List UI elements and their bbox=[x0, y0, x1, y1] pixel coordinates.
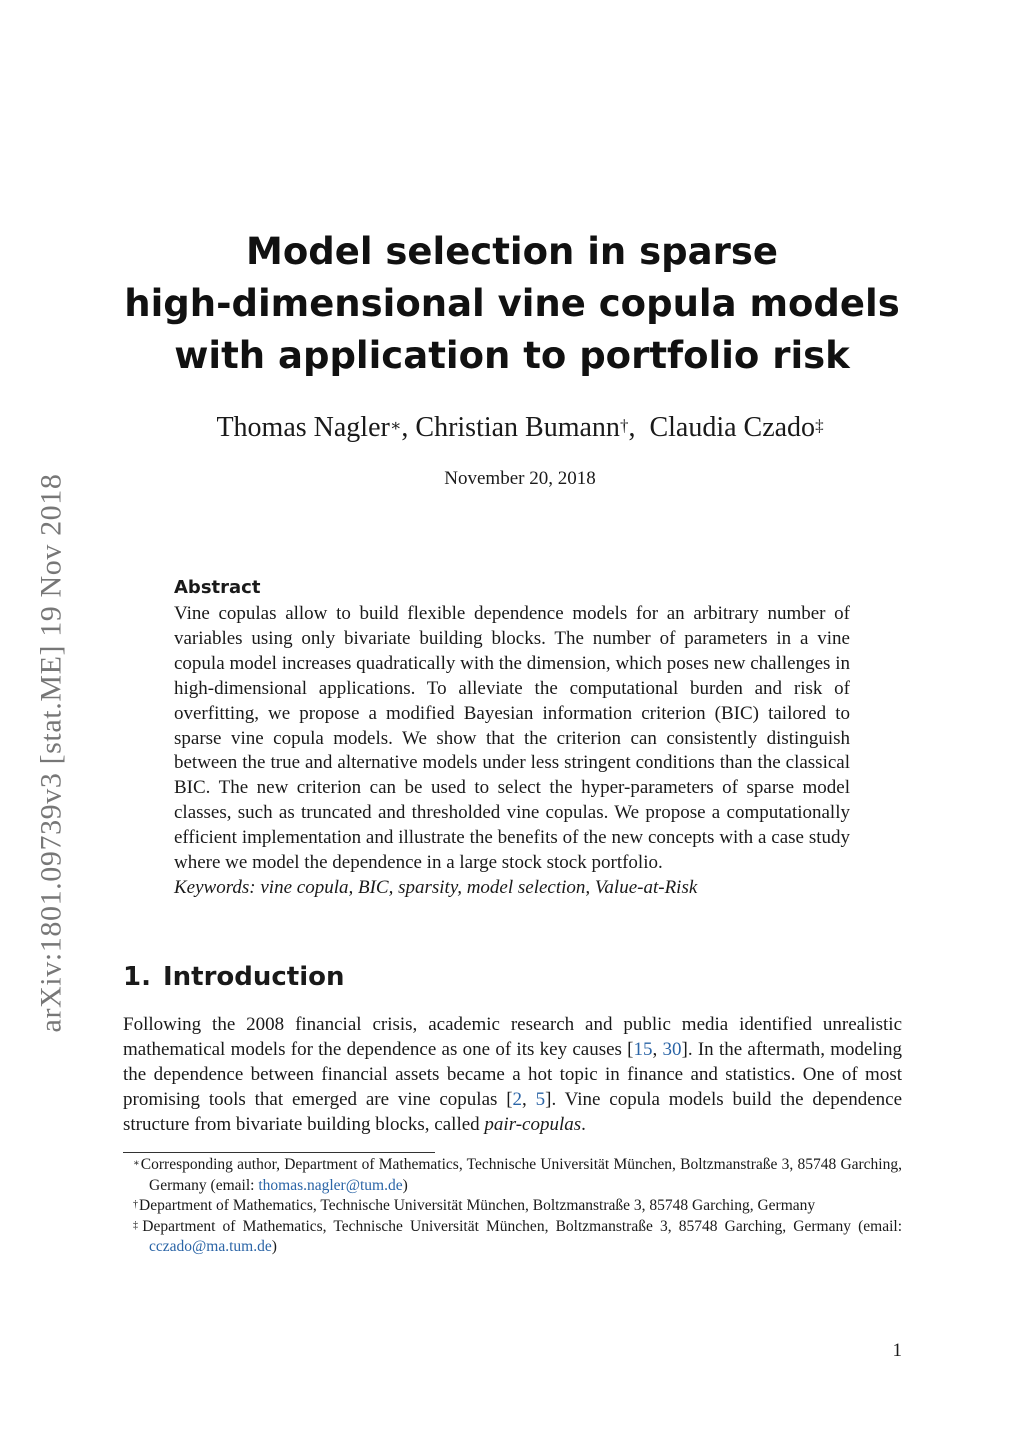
publication-date: November 20, 2018 bbox=[444, 468, 596, 489]
author-footnote-mark: ‡ bbox=[815, 416, 824, 435]
section-title: Introduction bbox=[162, 962, 345, 992]
author-name: Christian Bumann bbox=[415, 412, 620, 443]
abstract-block bbox=[174, 576, 850, 901]
author-footnote-mark: † bbox=[619, 416, 629, 435]
title-line-1: Model selection in sparse bbox=[246, 230, 778, 273]
arxiv-identifier-text: arXiv:1801.09739v3 [stat.ME] 19 Nov 2018 bbox=[34, 473, 68, 1033]
abstract-text: Vine copulas allow to build flexible dependence models for an arbitrary number of variables using only bivariate building blocks. The number of parameters in a vine copula model increases quadratically with the dimension, which poses new challenges in high-dimensional applications. To alleviate the computational burden and risk of overfitting, we propose a modified Bayesian information criterion (BIC) tailored to sparse vine copula models. We show that the criterion can consistently distinguish between the true and alternative models under less stringent conditions than the classical BIC. The new criterion can be used to select the hyper-parameters of sparse model classes, such as truncated and thresholded vine copulas. We propose a computationally efficient implementation and illustrate the benefits of the new concepts with a case study where we model the dependence in a large stock stock portfolio. bbox=[174, 603, 850, 874]
footnote-bumann-affiliation bbox=[123, 1196, 902, 1217]
title-line-2: high-dimensional vine copula models bbox=[124, 282, 900, 325]
citation-link[interactable]: 15 bbox=[633, 1038, 653, 1060]
author-separator: , bbox=[628, 412, 650, 443]
footnotes-block bbox=[123, 1155, 902, 1258]
citation-link[interactable]: 2 bbox=[512, 1088, 523, 1110]
intro-text-segment: ]. Vine copula models build the dependence structure from bivariate building blocks, called bbox=[123, 1088, 903, 1135]
citation-link[interactable]: 30 bbox=[662, 1038, 682, 1060]
footnote-mark: ∗ bbox=[133, 1158, 140, 1169]
intro-term-pair-copulas: pair-copulas bbox=[484, 1113, 582, 1135]
footnote-text: Corresponding author, Department of Mathematics, Technische Universität München, Boltzmanstraße 3, 85748 Garching, Germany (email: bbox=[140, 1156, 902, 1194]
footnote-mark: † bbox=[133, 1199, 138, 1210]
abstract-heading: Abstract bbox=[174, 577, 261, 598]
intro-text-segment: ]. In the aftermath, modeling the dependence between financial assets became a hot topic in finance and statistics. One of most promising tools that emerged are vine copulas [ bbox=[123, 1038, 902, 1110]
footnote-text-tail: ) bbox=[402, 1176, 408, 1194]
footnote-mark: ‡ bbox=[133, 1219, 142, 1231]
intro-text-segment: , bbox=[652, 1038, 663, 1060]
author-footnote-mark: ∗ bbox=[389, 416, 402, 435]
footnote-czado-affiliation bbox=[123, 1217, 902, 1258]
footnote-separator-rule bbox=[123, 1152, 435, 1153]
title-line-3: with application to portfolio risk bbox=[174, 334, 850, 377]
introduction-paragraph bbox=[123, 1013, 902, 1138]
intro-text-segment: , bbox=[522, 1088, 536, 1110]
email-link-czado[interactable]: cczado@ma.tum.de bbox=[149, 1238, 272, 1255]
footnote-text: Department of Mathematics, Technische Universität München, Boltzmanstraße 3, 85748 Garching, Germany (email: bbox=[142, 1217, 902, 1235]
author-separator: , bbox=[401, 412, 416, 443]
footnote-text: Department of Mathematics, Technische Universität München, Boltzmanstraße 3, 85748 Garching, Germany bbox=[139, 1197, 816, 1214]
footnote-corresponding-author bbox=[123, 1155, 902, 1196]
arxiv-identifier-stamp bbox=[21, 438, 81, 1068]
paper-title bbox=[120, 226, 904, 382]
email-link-nagler[interactable]: thomas.nagler@tum.de bbox=[258, 1176, 403, 1194]
section-number: 1. bbox=[123, 962, 151, 992]
footnote-text-tail: ) bbox=[271, 1238, 277, 1255]
page-number: 1 bbox=[892, 1340, 902, 1361]
citation-link[interactable]: 5 bbox=[535, 1088, 546, 1110]
keywords-line: Keywords: vine copula, BIC, sparsity, model selection, Value-at-Risk bbox=[174, 876, 698, 898]
intro-text-segment: Following the 2008 financial crisis, academic research and public media identified unrealistic mathematical models for the dependence as one of its key causes [ bbox=[123, 1014, 902, 1060]
author-name: Thomas Nagler bbox=[216, 412, 390, 443]
author-list bbox=[120, 410, 920, 446]
author-name: Claudia Czado bbox=[649, 412, 816, 443]
intro-text-segment: . bbox=[581, 1113, 586, 1135]
section-heading-introduction bbox=[123, 960, 345, 994]
